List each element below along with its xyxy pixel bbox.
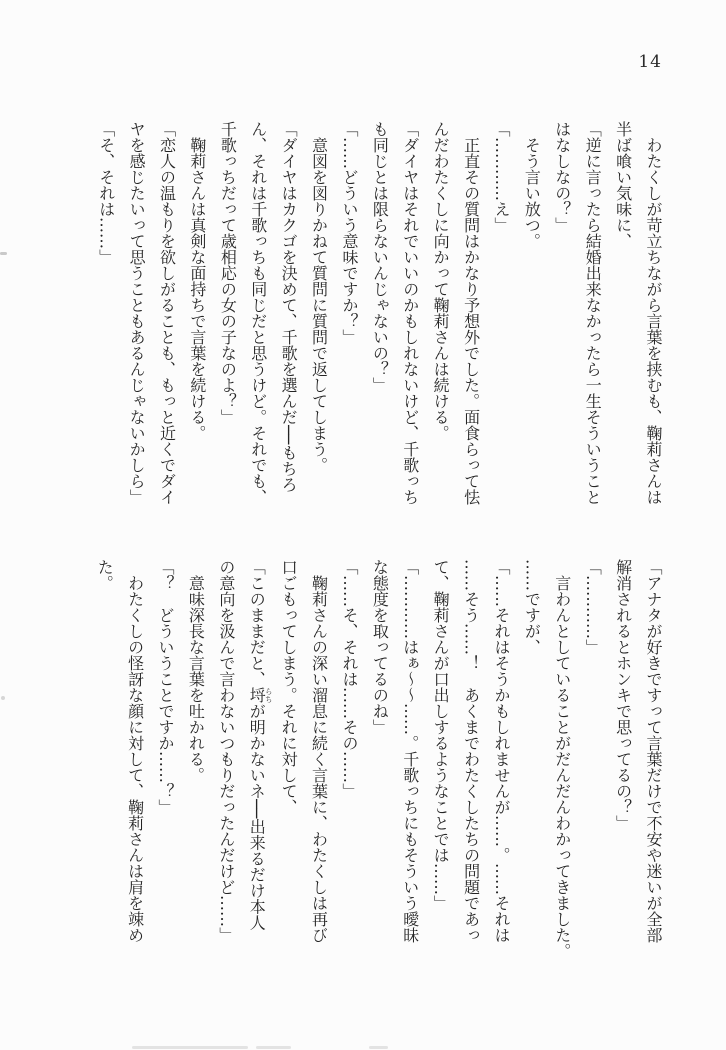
text-line: 「……それはそうかもしれませんが……。……それは bbox=[491, 559, 511, 943]
text-line: 「…………」 bbox=[583, 559, 603, 655]
scan-artifact bbox=[1, 696, 5, 700]
scan-artifact bbox=[256, 1046, 291, 1049]
text-line: ん、それは千歌っちも同じだと思うけど。それでも、 bbox=[248, 121, 268, 505]
text-line: も同じとは限らないんじゃないの？」 bbox=[370, 121, 390, 393]
text-line: 「…………え」 bbox=[491, 121, 511, 233]
text-line: 千歌っちだって歳相応の女の子なのよ？」 bbox=[218, 121, 238, 425]
text-line: 「このままだと、埒らちが明かないネ──出来るだけ本人 bbox=[247, 559, 274, 931]
text-line: 「……そ、それは……その……」 bbox=[339, 559, 359, 799]
text-line: わたくしの怪訝な顔に対して、鞠莉さんは肩を竦め bbox=[125, 559, 145, 943]
text-line: た。 bbox=[95, 559, 115, 591]
furigana-ruby: 埒らち bbox=[247, 687, 274, 703]
text-line: ……ですが、 bbox=[522, 559, 542, 655]
text-line: 「……どういう意味ですか？」 bbox=[339, 121, 359, 345]
text-line: 半ば喰い気味に、 bbox=[613, 121, 633, 249]
text-line: 「アナタが好きですって言葉だけで不安や迷いが全部 bbox=[644, 559, 663, 943]
text-line: はなしなの？」 bbox=[552, 121, 572, 233]
text-line: 鞠莉さんは真剣な面持ちで言葉を続ける。 bbox=[187, 121, 207, 441]
text-line: 「…………はぁ～～……。千歌っちにもそういう曖昧 bbox=[400, 559, 420, 943]
text-line: 「ダイヤはそれでいいのかもしれないけど、千歌っち bbox=[400, 121, 420, 505]
text-line: ヤを感じたいって思うこともあるんじゃないかしら」 bbox=[127, 121, 147, 505]
text-line: 「ダイヤはカクゴを決めて、千歌を選んだ──もちろ bbox=[279, 121, 299, 493]
text-line: 正直その質問はかなり予想外でした。面食らって怯 bbox=[461, 121, 481, 505]
text-line: て、鞠莉さんが口出しするようなことでは……」 bbox=[431, 559, 451, 911]
text-line: んだわたくしに向かって鞠莉さんは続ける。 bbox=[431, 121, 451, 441]
scan-artifact bbox=[132, 1046, 248, 1049]
text-line: 言わんとしていることがだんだんわかってきました。 bbox=[552, 559, 572, 959]
page-number: 14 bbox=[638, 52, 662, 72]
text-line: 「？ どういうことですか……？」 bbox=[156, 559, 175, 815]
scan-artifact bbox=[0, 252, 7, 255]
text-line: な態度を取ってるのね」 bbox=[370, 559, 390, 735]
text-line: 鞠莉さんの深い溜息に続く言葉に、わたくしは再び bbox=[309, 559, 329, 943]
text-line: わたくしが苛立ちながら言葉を挟むも、鞠莉さんは bbox=[644, 121, 663, 505]
text-line: 意味深長な言葉を吐かれる。 bbox=[186, 559, 206, 783]
scan-artifact bbox=[369, 1046, 388, 1049]
text-line: 「逆に言ったら結婚出来なかったら一生そういうこと bbox=[583, 121, 603, 505]
text-block-lower bbox=[89, 559, 668, 989]
text-line: そう言い放つ。 bbox=[522, 121, 542, 249]
text-line: 「恋人の温もりを欲しがることも、もっと近くでダイ bbox=[157, 121, 177, 505]
text-line: 「そ、それは……」 bbox=[96, 121, 116, 265]
text-line: の意向を汲んで言わないつもりだったんだけど……」 bbox=[216, 559, 236, 943]
text-block-upper bbox=[90, 121, 668, 551]
text-line: 意図を図りかねて質問に質問で返してしまう。 bbox=[309, 121, 329, 473]
text-line: ……そう……！ あくまでわたくしたちの問題であっ bbox=[461, 559, 481, 943]
text-line: 解消されるとホンキで思ってるの？」 bbox=[613, 559, 633, 831]
text-line: 口ごもってしまう。それに対して、 bbox=[279, 559, 299, 815]
